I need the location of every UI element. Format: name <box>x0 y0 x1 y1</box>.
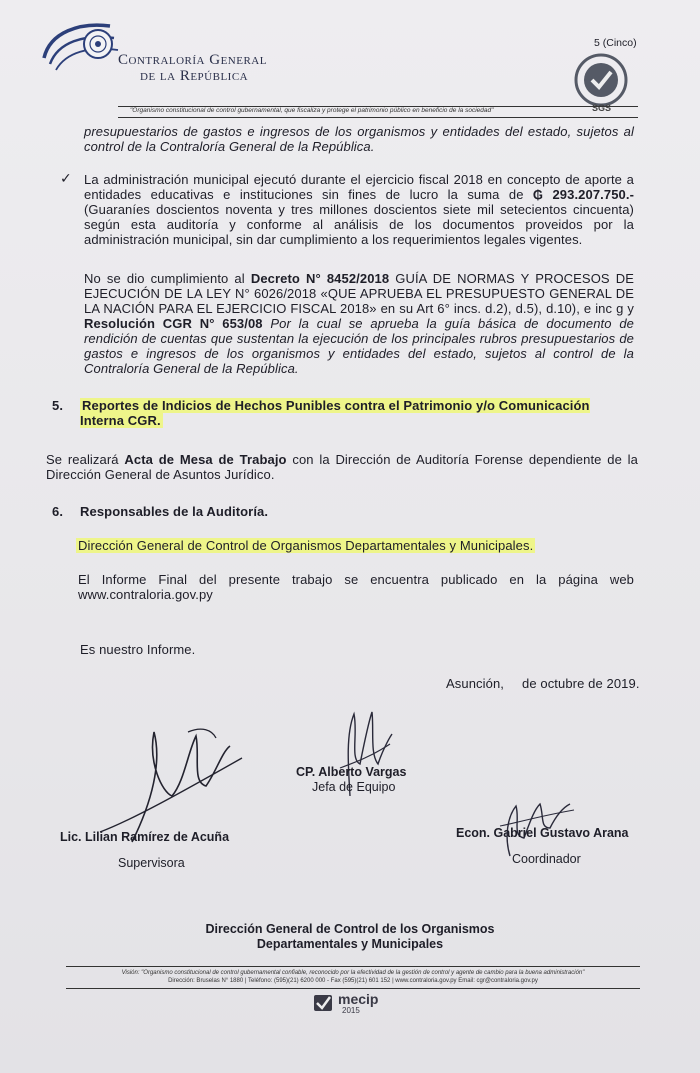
header-tagline: "Organismo constitucional de control gubernamental, que fiscaliza y protege el patrimonio público en beneficio de la sociedad" <box>130 107 494 114</box>
acta-paragraph <box>46 452 638 482</box>
decreto-t1: No se dio cumplimiento al <box>84 271 251 286</box>
section6-number: 6. <box>52 504 64 519</box>
direccion-line <box>76 538 535 553</box>
resolucion-ref: Resolución CGR N° 653/08 <box>84 316 263 331</box>
mecip-logo-icon <box>312 992 336 1014</box>
acta-t2: con la Dirección de Auditoría Forense dependiente de la Dirección General de Asuntos Jurídico. <box>46 452 638 482</box>
supervisor-name: Lic. Lilian Ramírez de Acuña <box>60 830 230 844</box>
decreto-t3: Por la cual se aprueba la guía básica de documento de rendición de cuentas que sustentan la ejecución de los principales rubros presupuestarios de gastos e ingresos de los organismos y entidades del estado, sujetos al control de la Contraloría General de la República. <box>84 316 634 376</box>
decreto-t2: GUÍA DE NORMAS Y PROCESOS DE EJECUCIÓN DE LA LEY N° 6026/2018 «QUE APRUEBA EL PRESUPUESTO GENERAL DE LA NACIÓN PARA EL EJERCICIO FISCAL 2018» en su Art 6° incs. d.2), d.5), d.10), e inc g y <box>84 271 635 316</box>
decreto-ref: Decreto N° 8452/2018 <box>250 271 390 286</box>
supervisor-role: Supervisora <box>118 856 185 870</box>
jefe-name: CP. Alberto Vargas <box>296 765 407 779</box>
mecip-text: mecip <box>338 991 379 1007</box>
cgr-emblem-icon <box>40 18 126 80</box>
informe-paragraph: El Informe Final del presente trabajo se encuentra publicado en la página web www.contraloria.gov.py <box>78 572 634 602</box>
jefe-role: Jefa de Equipo <box>312 780 396 794</box>
bullet-text: La administración municipal ejecutó durante el ejercicio fiscal 2018 en concepto de aporte a entidades educativas e instituciones sin fines de lucro la suma de <box>84 172 634 202</box>
bullet-text-after: (Guaraníes doscientos noventa y tres millones doscientos siete mil setecientos cincuenta) según esta auditoría y conforme al análisis de los documentos proveidos por la administración municipal, sin dar cumplimiento a los requerimientos legales vigentes. <box>84 202 634 247</box>
footer-divider <box>66 966 640 967</box>
page-number: 5 (Cinco) <box>594 37 637 49</box>
decreto-paragraph <box>84 271 634 376</box>
sgs-label: SGS <box>592 103 612 113</box>
direccion-text: Dirección General de Control de Organismos Departamentales y Municipales. <box>78 538 534 553</box>
footer-vision: Visión: "Organismo constitucional de control gubernamental confiable, reconocido por la efectividad de la gestión de control y agente de cambio para la buena administración" <box>121 970 585 976</box>
org-name-line1: Contraloría General <box>118 52 267 68</box>
coordinador-role: Coordinador <box>512 852 581 866</box>
footer-direccion-line2: Departamentales y Municipales <box>256 937 444 951</box>
bullet-paragraph <box>84 172 634 247</box>
footer-direccion-line1: Dirección General de Control de los Organismos <box>205 922 495 936</box>
date-text: de octubre de 2019. <box>522 676 640 691</box>
footer-direccion <box>150 922 550 952</box>
mecip-year: 2015 <box>342 1006 360 1015</box>
closing-text: Es nuestro Informe. <box>80 642 196 657</box>
footer-address: Dirección: Bruselas N° 1880 | Teléfono: (595)(21) 6200 000 - Fax (595)(21) 601 152 | www.contraloria.gov.py Email: cgr@contraloria.gov.py <box>168 978 538 984</box>
header-divider-2 <box>118 117 638 118</box>
intro-paragraph: presupuestarios de gastos e ingresos de los organismos y entidades del estado, sujetos al control de la Contraloría General de la República. <box>84 124 634 154</box>
section5-number: 5. <box>52 398 64 413</box>
acta-t1: Se realizará <box>46 452 125 467</box>
coordinador-name: Econ. Gabriel Gustavo Arana <box>456 826 629 840</box>
section5-title-text: Reportes de Indicios de Hechos Punibles contra el Patrimonio y/o Comunicación Interna CGR. <box>80 398 590 428</box>
bullet-amount: ₲ 293.207.750.- <box>532 187 634 202</box>
acta-ref: Acta de Mesa de Trabajo <box>124 452 287 467</box>
footer-divider-2 <box>66 988 640 989</box>
place-text: Asunción, <box>446 676 504 691</box>
section5-title <box>80 398 636 428</box>
org-name-line2: de la República <box>140 68 249 84</box>
section6-title: Responsables de la Auditoría. <box>80 504 269 519</box>
checkmark-icon: ✓ <box>60 170 72 186</box>
